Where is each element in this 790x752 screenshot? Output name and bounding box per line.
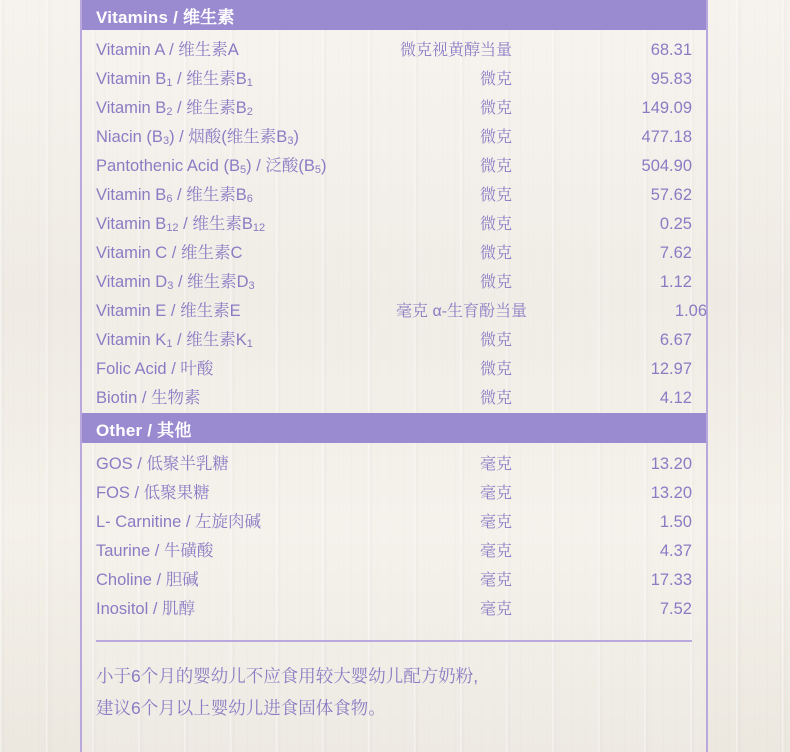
table-row (82, 297, 706, 326)
nutrient-value: 1.06 (674, 302, 708, 320)
footnote (82, 642, 706, 724)
nutrient-unit: 微克 (479, 100, 512, 117)
other-row-list (82, 443, 706, 624)
nutrient-name: Vitamin E / 维生素E (96, 302, 241, 320)
section-title-sep: / (142, 420, 158, 440)
nutrient-unit: 微克 (479, 245, 512, 262)
nutrient-name: Vitamin A / 维生素A (96, 41, 239, 59)
nutrient-value: 68.31 (650, 41, 692, 59)
nutrient-value: 0.25 (659, 215, 692, 233)
nutrient-name: GOS / 低聚半乳糖 (96, 455, 229, 473)
nutrient-name: Inositol / 肌醇 (96, 600, 196, 618)
nutrient-unit: 微克 (479, 158, 512, 175)
table-row (82, 181, 706, 210)
nutrient-value: 149.09 (641, 99, 692, 117)
nutrient-unit: 毫克 (479, 601, 512, 618)
nutrient-value: 6.67 (659, 331, 692, 349)
nutrient-value: 1.50 (659, 513, 692, 531)
nutrient-name: L- Carnitine / 左旋肉碱 (96, 513, 262, 531)
section-title-en: Other (96, 420, 143, 440)
table-row (82, 479, 706, 508)
table-row (82, 36, 706, 65)
section-header-vitamins (82, 0, 706, 30)
nutrient-name: Biotin / 生物素 (96, 389, 201, 407)
table-row (82, 239, 706, 268)
nutrient-unit: 微克 (479, 129, 512, 146)
nutrient-unit: 微克 (479, 71, 512, 88)
nutrition-panel (80, 0, 708, 752)
nutrient-name: Vitamin $B_6$ / 维生素$B_6$ (96, 186, 253, 205)
nutrient-unit: 微克 (479, 361, 512, 378)
table-row (82, 450, 706, 479)
nutrient-value: 13.20 (650, 455, 692, 473)
nutrient-unit: 微克 (479, 187, 512, 204)
nutrient-name: Pantothenic Acid $(B_5)$ / 泛酸$(B_5)$ (96, 157, 327, 176)
nutrient-name: Vitamin C / 维生素C (96, 244, 243, 262)
nutrient-unit: 毫克 (479, 514, 512, 531)
nutrient-name: Vitamin $D_3$ / 维生素$D_3$ (96, 273, 255, 292)
table-row (82, 210, 706, 239)
nutrient-name: Niacin $(B_3)$ / 烟酸(维生素$B_3$) (96, 128, 299, 147)
nutrient-name: Taurine / 牛磺酸 (96, 542, 214, 560)
table-row (82, 566, 706, 595)
table-row (82, 537, 706, 566)
section-title-zh: 其他 (157, 420, 192, 440)
nutrient-value: 7.62 (659, 244, 692, 262)
nutrient-unit: 毫克 α-生育酚当量 (396, 303, 528, 320)
nutrient-unit: 微克 (479, 332, 512, 349)
nutrient-value: 17.33 (650, 571, 692, 589)
nutrient-name: Choline / 胆碱 (96, 571, 199, 589)
section-title-vitamins (96, 3, 235, 28)
nutrient-value: 1.12 (659, 273, 692, 291)
section-title-en: Vitamins (96, 7, 169, 27)
nutrient-name: FOS / 低聚果糖 (96, 484, 210, 502)
vitamins-row-list (82, 30, 706, 413)
table-row (82, 123, 706, 152)
nutrient-unit: 毫克 (479, 572, 512, 589)
table-row (82, 65, 706, 94)
nutrient-name: Vitamin $B_1$ / 维生素$B_1$ (96, 70, 253, 89)
footnote-line-2: 建议6个月以上婴幼儿进食固体食物。 (96, 698, 386, 718)
section-title-sep: / (168, 7, 183, 27)
section-title-other (96, 416, 192, 441)
nutrient-value: 477.18 (641, 128, 692, 146)
table-row (82, 268, 706, 297)
nutrient-unit: 微克 (479, 390, 512, 407)
table-row (82, 94, 706, 123)
nutrient-value: 7.52 (659, 600, 692, 618)
nutrient-unit: 微克 (479, 216, 512, 233)
nutrient-unit: 微克 (479, 274, 512, 291)
nutrient-unit: 微克视黄醇当量 (399, 42, 512, 59)
table-row (82, 595, 706, 624)
table-row (82, 355, 706, 384)
table-row (82, 326, 706, 355)
table-row (82, 152, 706, 181)
nutrient-value: 4.37 (659, 542, 692, 560)
table-row (82, 508, 706, 537)
nutrient-value: 12.97 (650, 360, 692, 378)
nutrient-value: 504.90 (641, 157, 692, 175)
nutrient-name: Vitamin $B_{12}$ / 维生素$B_{12}$ (96, 215, 266, 234)
nutrient-name: Vitamin $K_1$ / 维生素$K_1$ (96, 331, 253, 350)
section-title-zh: 维生素 (182, 7, 235, 27)
footnote-line-1: 小于6个月的婴幼儿不应食用较大婴幼儿配方奶粉, (96, 666, 479, 686)
nutrient-name: Folic Acid / 叶酸 (96, 360, 214, 378)
table-row (82, 384, 706, 413)
nutrient-value: 13.20 (650, 484, 692, 502)
nutrient-name: Vitamin $B_2$ / 维生素$B_2$ (96, 99, 253, 118)
section-header-other (82, 413, 706, 443)
nutrient-value: 57.62 (650, 186, 692, 204)
nutrient-unit: 毫克 (479, 456, 512, 473)
nutrient-unit: 毫克 (479, 543, 512, 560)
nutrient-value: 95.83 (650, 70, 692, 88)
nutrient-unit: 毫克 (479, 485, 512, 502)
nutrient-value: 4.12 (659, 389, 692, 407)
